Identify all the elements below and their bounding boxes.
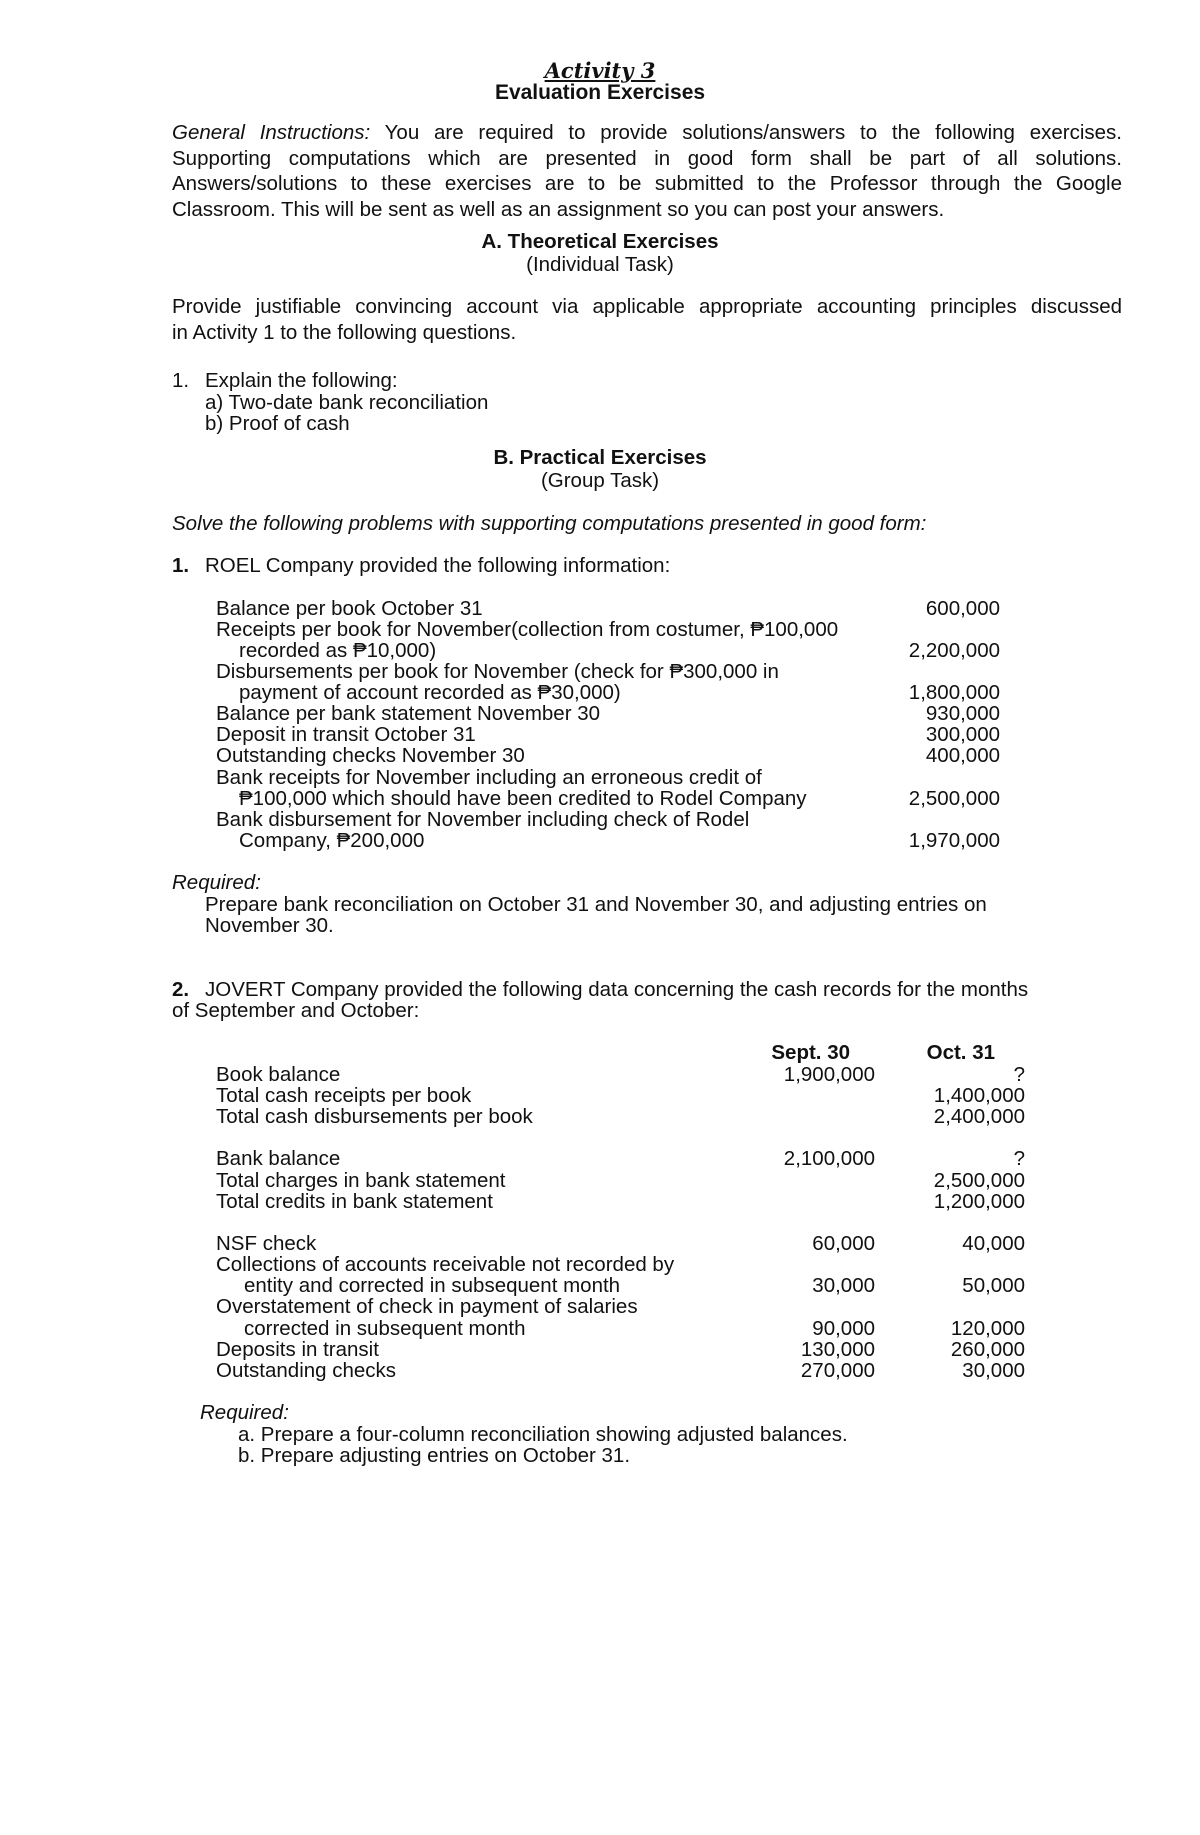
p2-row-label: entity and corrected in subsequent month [244,1274,621,1297]
p1-row-label: payment of account recorded as ₱30,000) [239,681,621,704]
p1-row-value: 2,500,000 [908,787,1000,810]
p2-row-oct: 1,200,000 [933,1190,1025,1213]
question-1-number: 1. [172,369,190,392]
p2-row-label: NSF check [216,1232,317,1255]
p1-row-label: Bank disbursement for November including check of Rodel [216,808,750,831]
p2-row-sept: 60,000 [812,1232,875,1255]
p2-row-oct: ? [1013,1147,1025,1170]
problem-2-required-b: b. Prepare adjusting entries on October 31. [238,1444,631,1467]
p1-row-label: Company, ₱200,000 [239,829,425,852]
p1-row-label: Outstanding checks November 30 [216,744,525,767]
p2-row-oct: 30,000 [962,1359,1025,1382]
section-b-intro: Solve the following problems with supporting computations presented in good form: [172,512,927,535]
problem-1-intro: ROEL Company provided the following information: [205,554,671,577]
problem-2-required-a: a. Prepare a four-column reconciliation showing adjusted balances. [238,1423,848,1446]
p2-row-label: Deposits in transit [216,1338,379,1361]
p2-row-sept: 1,900,000 [783,1063,875,1086]
p2-row-oct: 50,000 [962,1274,1025,1297]
p2-row-oct: 120,000 [950,1317,1025,1340]
p2-row-sept: 2,100,000 [783,1147,875,1170]
section-a-intro-line-2: in Activity 1 to the following questions. [172,320,517,344]
p1-row-value: 600,000 [925,597,1000,620]
problem-2-number: 2. [172,978,190,1001]
general-instructions [172,120,1122,222]
question-1-a: a) Two-date bank reconciliation [205,391,489,414]
p1-row-label: Balance per bank statement November 30 [216,702,601,725]
section-a-heading: A. Theoretical Exercises [481,230,719,253]
activity-title: Activity 3 [544,58,656,83]
p2-row-label: Total cash receipts per book [216,1084,472,1107]
problem-1-required-line-2: November 30. [205,914,334,937]
p1-row-label: Balance per book October 31 [216,597,483,620]
p2-row-sept: 30,000 [812,1274,875,1297]
problem-1-required-line-1: Prepare bank reconciliation on October 31 and November 30, and adjusting entries on [205,893,987,916]
section-a-intro [172,294,1122,345]
p1-row-label: Disbursements per book for November (check for ₱300,000 in [216,660,779,683]
problem-1-number: 1. [172,554,190,577]
problem-2-intro-line-2: of September and October: [172,999,420,1022]
p1-row-label: Bank receipts for November including an erroneous credit of [216,766,762,789]
p2-row-label: Total charges in bank statement [216,1169,506,1192]
section-a-task: (Individual Task) [526,253,674,276]
p2-row-label: Book balance [216,1063,341,1086]
instructions-line-1: You are required to provide solutions/answers to the following exercises. [370,121,1122,144]
p2-row-label: Bank balance [216,1147,341,1170]
p2-row-oct: 2,400,000 [933,1105,1025,1128]
p1-row-value: 930,000 [925,702,1000,725]
p2-row-oct: ? [1013,1063,1025,1086]
p2-row-oct: 260,000 [950,1338,1025,1361]
instructions-line-2: Supporting computations which are presented in good form shall be part of all solutions. [172,146,1122,170]
p2-row-label: Overstatement of check in payment of salaries [216,1295,638,1318]
question-1-text: Explain the following: [205,369,398,392]
p1-row-label: Receipts per book for November(collection from costumer, ₱100,000 [216,618,839,641]
p2-column-header-oct: Oct. 31 [926,1041,995,1064]
instructions-line-3: Answers/solutions to these exercises are to be submitted to the Professor through the Google [172,172,1122,195]
p2-row-label: Total credits in bank statement [216,1190,493,1213]
section-a-intro-line-1: Provide justifiable convincing account via applicable appropriate accounting principles discussed [172,295,1122,318]
p1-row-label: recorded as ₱10,000) [239,639,437,662]
p2-row-label: corrected in subsequent month [244,1317,526,1340]
question-1-b: b) Proof of cash [205,412,350,435]
p2-row-oct: 40,000 [962,1232,1025,1255]
p1-row-value: 1,970,000 [908,829,1000,852]
p1-row-value: 1,800,000 [908,681,1000,704]
p1-row-value: 400,000 [925,744,1000,767]
p1-row-value: 300,000 [925,723,1000,746]
instructions-line-4: Classroom. This will be sent as well as an assignment so you can post your answers. [172,197,945,221]
p1-row-label: ₱100,000 which should have been credited to Rodel Company [239,787,807,810]
page-subtitle: Evaluation Exercises [494,81,706,104]
p2-row-oct: 1,400,000 [933,1084,1025,1107]
p2-column-header-sept: Sept. 30 [771,1041,850,1064]
section-b-heading: B. Practical Exercises [493,446,707,469]
p2-row-sept: 270,000 [800,1359,875,1382]
p2-row-oct: 2,500,000 [933,1169,1025,1192]
p2-row-label: Collections of accounts receivable not recorded by [216,1253,675,1276]
problem-2-intro-line-1: JOVERT Company provided the following data concerning the cash records for the months [205,978,1029,1001]
p2-row-sept: 90,000 [812,1317,875,1340]
p2-row-label: Outstanding checks [216,1359,397,1382]
problem-2-required-label: Required: [200,1401,289,1424]
p2-row-label: Total cash disbursements per book [216,1105,533,1128]
p2-row-sept: 130,000 [800,1338,875,1361]
p1-row-value: 2,200,000 [908,639,1000,662]
problem-1-required-label: Required: [172,871,261,894]
p1-row-label: Deposit in transit October 31 [216,723,476,746]
instructions-label: General Instructions: [172,121,371,144]
section-b-task: (Group Task) [540,469,660,492]
